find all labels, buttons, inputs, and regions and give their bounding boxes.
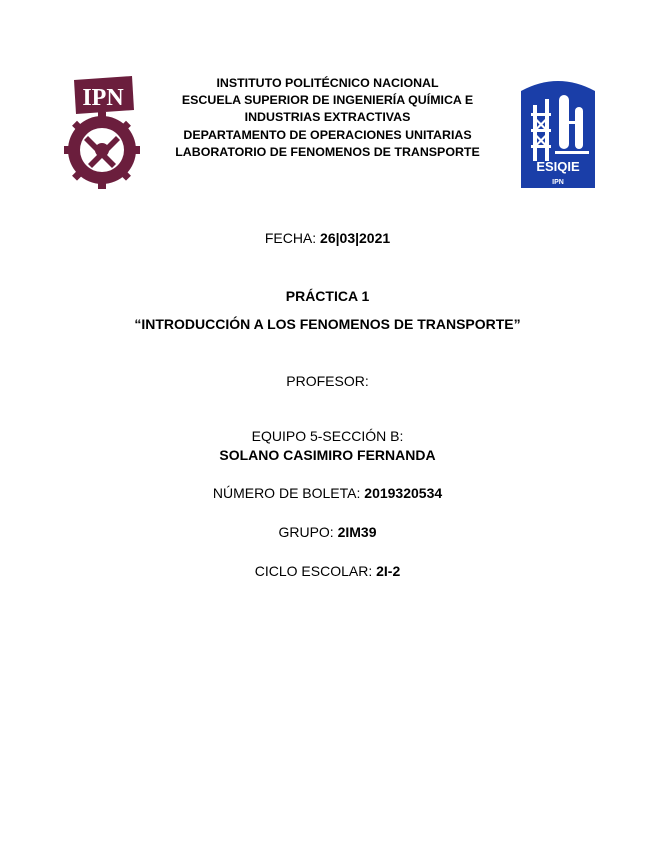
grupo-label: GRUPO: bbox=[278, 524, 338, 540]
ciclo-value: 2I-2 bbox=[376, 563, 401, 579]
equipo-label: EQUIPO 5-SECCIÓN B: bbox=[251, 428, 404, 444]
ipn-logo-icon bbox=[62, 74, 140, 192]
practica-number: PRÁCTICA 1 bbox=[285, 288, 370, 304]
boleta-value: 2019320534 bbox=[364, 485, 443, 501]
ciclo-line bbox=[0, 563, 655, 579]
boleta-label: NÚMERO DE BOLETA: bbox=[212, 485, 365, 501]
ipn-logo-letters: IPN bbox=[82, 85, 124, 111]
header-line-1: INSTITUTO POLITÉCNICO NACIONAL bbox=[216, 76, 439, 90]
boleta-line bbox=[0, 485, 655, 501]
student-name: SOLANO CASIMIRO FERNANDA bbox=[219, 447, 436, 463]
esiqie-logo-icon bbox=[519, 77, 597, 188]
header-line-2: ESCUELA SUPERIOR DE INGENIERÍA QUÍMICA E bbox=[181, 93, 474, 108]
profesor-label: PROFESOR: bbox=[286, 373, 369, 389]
ciclo-label: CICLO ESCOLAR: bbox=[254, 563, 377, 579]
esiqie-logo-letters: ESIQIE bbox=[536, 159, 580, 174]
grupo-line bbox=[0, 524, 655, 540]
header-line-4: DEPARTAMENTO DE OPERACIONES UNITARIAS bbox=[183, 127, 472, 142]
header-line-3: INDUSTRIAS EXTRACTIVAS bbox=[244, 110, 411, 125]
practica-title: “INTRODUCCIÓN A LOS FENOMENOS DE TRANSPORTE” bbox=[134, 316, 521, 332]
esiqie-logo-sub: IPN bbox=[552, 179, 564, 186]
header-line-5: LABORATORIO DE FENOMENOS DE TRANSPORTE bbox=[175, 144, 480, 159]
fecha-value: 26|03|2021 bbox=[320, 230, 391, 246]
fecha-line bbox=[0, 230, 655, 246]
grupo-value: 2IM39 bbox=[337, 524, 377, 540]
fecha-label: FECHA: bbox=[264, 230, 321, 246]
institution-header bbox=[150, 75, 505, 161]
